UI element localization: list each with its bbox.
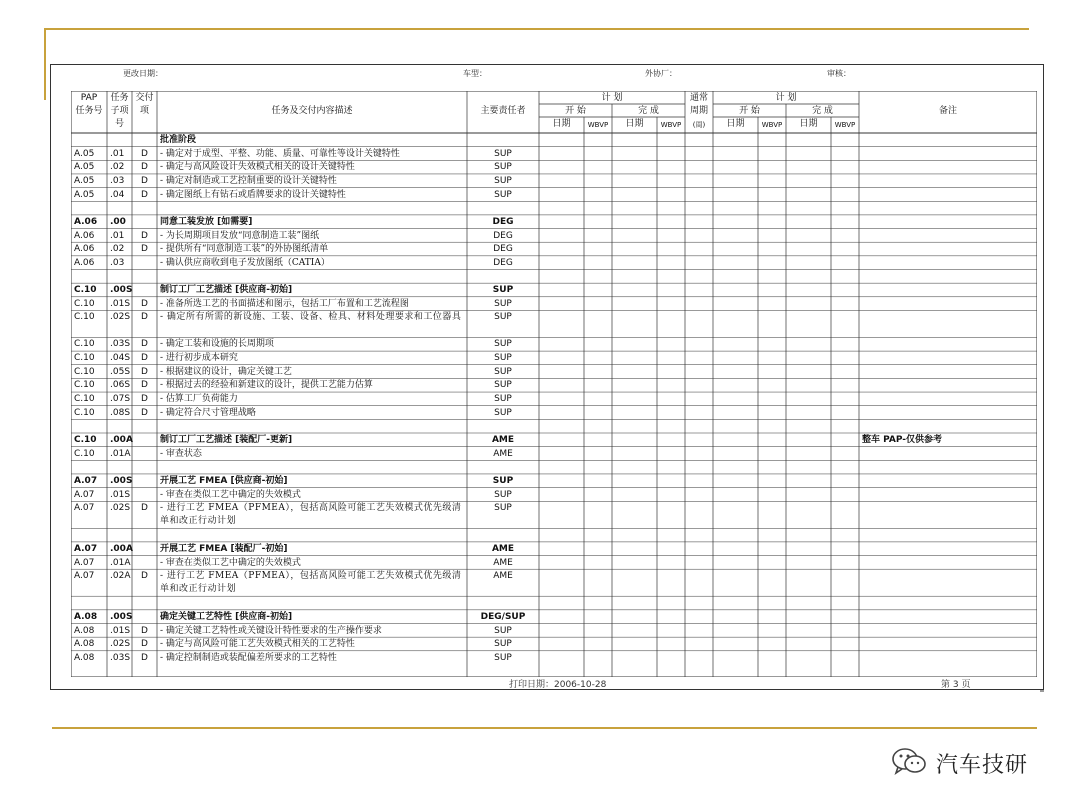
brand-name: 汽车技研 — [936, 752, 1029, 778]
row-owner: SUP — [494, 175, 512, 186]
row-deliverable: D — [141, 407, 148, 418]
header-pap-1: PAP — [80, 93, 98, 103]
header-start-date-2: 日期 — [726, 119, 745, 129]
row-sub-number: .04S — [110, 353, 131, 364]
row-owner: DEG — [493, 230, 513, 241]
row-owner: DEG/SUP — [480, 611, 526, 622]
row-sub-number: .00S — [110, 475, 133, 486]
row-deliverable: D — [141, 366, 148, 377]
row-owner: SUP — [494, 353, 512, 364]
header-cycle-1: 通常 — [689, 93, 708, 103]
page-number: 第 3 页 — [941, 680, 971, 690]
header-finish: 完 成 — [638, 106, 659, 116]
row-description: - 准备所选工艺的书面描述和图示，包括工厂布置和工艺流程图 — [160, 298, 409, 309]
row-pap-number: A.05 — [74, 162, 95, 173]
header-description: 任务及交付内容描述 — [271, 106, 353, 116]
row-pap-number: C.10 — [74, 435, 97, 445]
row-description: - 确定工装和设施的长周期项 — [160, 339, 274, 350]
row-sub-number: .00S — [110, 285, 133, 296]
row-owner: SUP — [494, 489, 512, 500]
row-description: 确定关键工艺特性 [供应商-初始] — [160, 611, 293, 622]
row-owner: SUP — [492, 475, 514, 486]
row-pap-number: C.10 — [74, 380, 95, 391]
document-sheet — [50, 64, 1044, 690]
row-description: - 根据过去的经验和新建议的设计，提供工艺能力估算 — [160, 380, 373, 391]
row-description: - 进行工艺 FMEA（PFMEA），包括高风险可能工艺失效模式优先级清单和改正行动计划 — [160, 503, 462, 527]
row-sub-number: .07S — [110, 394, 131, 405]
row-pap-number: A.07 — [74, 571, 95, 582]
row-description: - 确定符合尺寸管理战略 — [160, 407, 256, 418]
row-owner: SUP — [494, 339, 512, 350]
row-sub-number: .01S — [110, 489, 131, 500]
header-sub-1: 任务 — [110, 93, 129, 103]
row-description: - 审查在类似工艺中确定的失效模式 — [160, 489, 301, 500]
brand-logo — [890, 746, 1028, 780]
row-deliverable: D — [141, 244, 148, 255]
row-sub-number: .05S — [110, 366, 131, 377]
row-remark: 整车 PAP-仅供参考 — [862, 435, 943, 445]
header-deliv-1: 交付 — [135, 93, 154, 103]
row-owner: AME — [491, 543, 515, 554]
row-sub-number: .03S — [110, 652, 131, 663]
header-finish-wbvp-2: WBVP — [834, 121, 856, 129]
row-sub-number: .04 — [110, 189, 125, 200]
row-owner: AME — [493, 571, 513, 582]
row-owner: DEG — [492, 216, 514, 227]
row-pap-number: A.08 — [74, 611, 98, 622]
row-description: - 进行初步成本研究 — [160, 353, 238, 364]
header-finish-date: 日期 — [625, 119, 644, 129]
header-deliv-2: 项 — [139, 106, 149, 116]
supplier-label: 外协厂： — [645, 69, 677, 78]
row-sub-number: .03 — [110, 175, 125, 186]
row-owner: SUP — [494, 639, 512, 650]
row-description: - 确定与高风险可能工艺失效模式相关的工艺特性 — [160, 639, 355, 650]
row-pap-number: C.10 — [74, 298, 95, 309]
row-owner: DEG — [493, 257, 513, 268]
frame-bottom-line — [52, 727, 1037, 729]
row-pap-number: A.07 — [74, 475, 98, 486]
row-pap-number: A.07 — [74, 557, 95, 568]
row-owner: SUP — [494, 380, 512, 391]
row-pap-number: A.08 — [74, 625, 95, 636]
row-sub-number: .08S — [110, 407, 131, 418]
row-owner: SUP — [494, 652, 512, 663]
sheet-footer — [51, 677, 1043, 689]
row-pap-number: A.05 — [74, 175, 95, 186]
header-finish-2: 完 成 — [812, 106, 833, 116]
row-sub-number: .02S — [110, 312, 131, 323]
row-owner: AME — [491, 435, 515, 445]
row-sub-number: .02 — [110, 162, 125, 173]
row-pap-number: C.10 — [74, 394, 95, 405]
row-pap-number: A.08 — [74, 639, 95, 650]
row-deliverable: D — [141, 339, 148, 350]
row-deliverable: D — [141, 380, 148, 391]
header-sub-3: 号 — [114, 119, 124, 129]
row-sub-number: .03S — [110, 339, 131, 350]
row-owner: SUP — [494, 625, 512, 636]
row-description: 批准阶段 — [160, 135, 197, 145]
row-owner: AME — [493, 557, 513, 568]
header-pap-2: 任务号 — [75, 106, 103, 116]
row-pap-number: A.08 — [74, 652, 95, 663]
row-description: - 估算工厂负荷能力 — [160, 394, 238, 405]
header-start-date: 日期 — [552, 119, 571, 129]
row-sub-number: .02S — [110, 639, 131, 650]
row-sub-number: .00 — [110, 216, 126, 227]
header-cycle-3: (周) — [692, 121, 706, 129]
frame-left-line — [44, 28, 46, 100]
row-deliverable: D — [141, 394, 148, 405]
row-sub-number: .00A — [110, 435, 133, 445]
row-description: - 提供所有“同意制造工装”的外协图纸清单 — [160, 244, 329, 255]
row-deliverable: D — [141, 162, 148, 173]
row-pap-number: C.10 — [74, 353, 95, 364]
row-deliverable: D — [141, 175, 148, 186]
row-sub-number: .00S — [110, 611, 133, 622]
row-pap-number: A.05 — [74, 148, 95, 159]
row-description: - 确定对制造或工艺控制重要的设计关键特性 — [160, 175, 337, 186]
row-sub-number: .02 — [110, 244, 125, 255]
review-label: 审核： — [827, 69, 851, 78]
header-sub-2: 子项 — [110, 106, 129, 116]
row-sub-number: .01S — [110, 298, 131, 309]
row-description: 制订工厂工艺描述 [装配厂-更新] — [160, 435, 293, 445]
row-deliverable: D — [141, 230, 148, 241]
row-pap-number: A.05 — [74, 189, 95, 200]
row-description: - 审查在类似工艺中确定的失效模式 — [160, 557, 301, 568]
print-date: 打印日期：2006-10-28 — [509, 680, 607, 690]
row-sub-number: .01A — [110, 448, 131, 459]
row-description: - 审查状态 — [160, 448, 202, 459]
row-description: 开展工艺 FMEA [装配厂-初始] — [160, 543, 288, 554]
row-description: - 根据建议的设计，确定关键工艺 — [160, 366, 292, 377]
row-owner: SUP — [494, 312, 512, 323]
header-plan: 计 划 — [601, 93, 623, 103]
header-start-2: 开 始 — [739, 106, 760, 116]
row-description: - 确定与高风险设计失效模式相关的设计关键特性 — [160, 162, 355, 173]
row-description: 同意工装发放 [如需要] — [160, 216, 253, 227]
row-pap-number: C.10 — [74, 448, 95, 459]
row-sub-number: .01 — [110, 230, 125, 241]
row-pap-number: C.10 — [74, 339, 95, 350]
row-pap-number: A.06 — [74, 216, 98, 227]
header-finish-wbvp: WBVP — [660, 121, 682, 129]
header-cycle-2: 周期 — [689, 106, 708, 116]
header-start-wbvp: WBVP — [587, 121, 609, 129]
row-description: - 进行工艺 FMEA（PFMEA），包括高风险可能工艺失效模式优先级清单和改正行动计划 — [160, 571, 462, 595]
header-start-wbvp-2: WBVP — [761, 121, 783, 129]
row-sub-number: .03 — [110, 257, 125, 268]
row-sub-number: .06S — [110, 380, 131, 391]
row-owner: AME — [493, 448, 513, 459]
row-sub-number: .01 — [110, 148, 125, 159]
row-sub-number: .02S — [110, 503, 131, 514]
row-pap-number: A.07 — [74, 489, 95, 500]
row-sub-number: .00A — [110, 543, 133, 554]
row-pap-number: A.06 — [74, 257, 95, 268]
frame-top-line — [44, 28, 1029, 30]
header-plan-2: 计 划 — [775, 93, 797, 103]
row-pap-number: C.10 — [74, 366, 95, 377]
vehicle-label: 车型： — [463, 69, 487, 78]
row-owner: SUP — [494, 407, 512, 418]
row-deliverable: D — [141, 312, 148, 323]
row-description: - 确定图纸上有钻石或盾牌要求的设计关键特性 — [160, 189, 346, 200]
header-owner: 主要责任者 — [480, 106, 526, 116]
change-date-label: 更改日期： — [123, 69, 163, 78]
task-table — [71, 91, 1037, 677]
row-owner: SUP — [494, 162, 512, 173]
header-finish-date-2: 日期 — [799, 119, 818, 129]
sheet-top-fields — [51, 68, 1043, 80]
row-deliverable: D — [141, 298, 148, 309]
row-description: - 确认供应商收到电子发放图纸（CATIA） — [160, 257, 330, 268]
row-deliverable: D — [141, 189, 148, 200]
row-pap-number: C.10 — [74, 312, 95, 323]
row-owner: SUP — [494, 394, 512, 405]
row-description: - 确定关键工艺特性或关键设计特性要求的生产操作要求 — [160, 625, 382, 636]
row-sub-number: .01S — [110, 625, 131, 636]
wechat-icon — [890, 746, 928, 780]
row-owner: SUP — [494, 503, 512, 514]
row-pap-number: C.10 — [74, 285, 97, 296]
row-deliverable: D — [141, 639, 148, 650]
row-pap-number: A.07 — [74, 543, 98, 554]
row-deliverable: D — [141, 148, 148, 159]
row-pap-number: A.06 — [74, 244, 95, 255]
row-sub-number: .01A — [110, 557, 131, 568]
row-description: 制订工厂工艺描述 [供应商-初始] — [160, 285, 293, 296]
row-deliverable: D — [141, 353, 148, 364]
row-owner: SUP — [494, 298, 512, 309]
row-owner: SUP — [494, 366, 512, 377]
row-sub-number: .02A — [110, 571, 131, 582]
row-owner: SUP — [494, 148, 512, 159]
row-pap-number: A.07 — [74, 503, 95, 514]
header-start: 开 始 — [565, 106, 586, 116]
row-deliverable: D — [141, 652, 148, 663]
row-owner: SUP — [494, 189, 512, 200]
row-deliverable: D — [141, 625, 148, 636]
row-deliverable: D — [141, 571, 148, 582]
row-description: - 确定对于成型、平整、功能、质量、可靠性等设计关键特性 — [160, 148, 400, 159]
row-owner: SUP — [492, 285, 514, 296]
row-owner: DEG — [493, 244, 513, 255]
header-remarks: 备注 — [938, 106, 957, 116]
row-pap-number: C.10 — [74, 407, 95, 418]
row-description: - 确定所有所需的新设施、工装、设备、检具、材料处理要求和工位器具 — [160, 312, 462, 323]
row-description: 开展工艺 FMEA [供应商-初始] — [160, 475, 288, 486]
row-deliverable: D — [141, 503, 148, 514]
row-description: - 确定控制制造或装配偏差所要求的工艺特性 — [160, 652, 337, 663]
row-description: - 为长周期项目发放“同意制造工装”图纸 — [160, 230, 320, 241]
row-pap-number: A.06 — [74, 230, 95, 241]
